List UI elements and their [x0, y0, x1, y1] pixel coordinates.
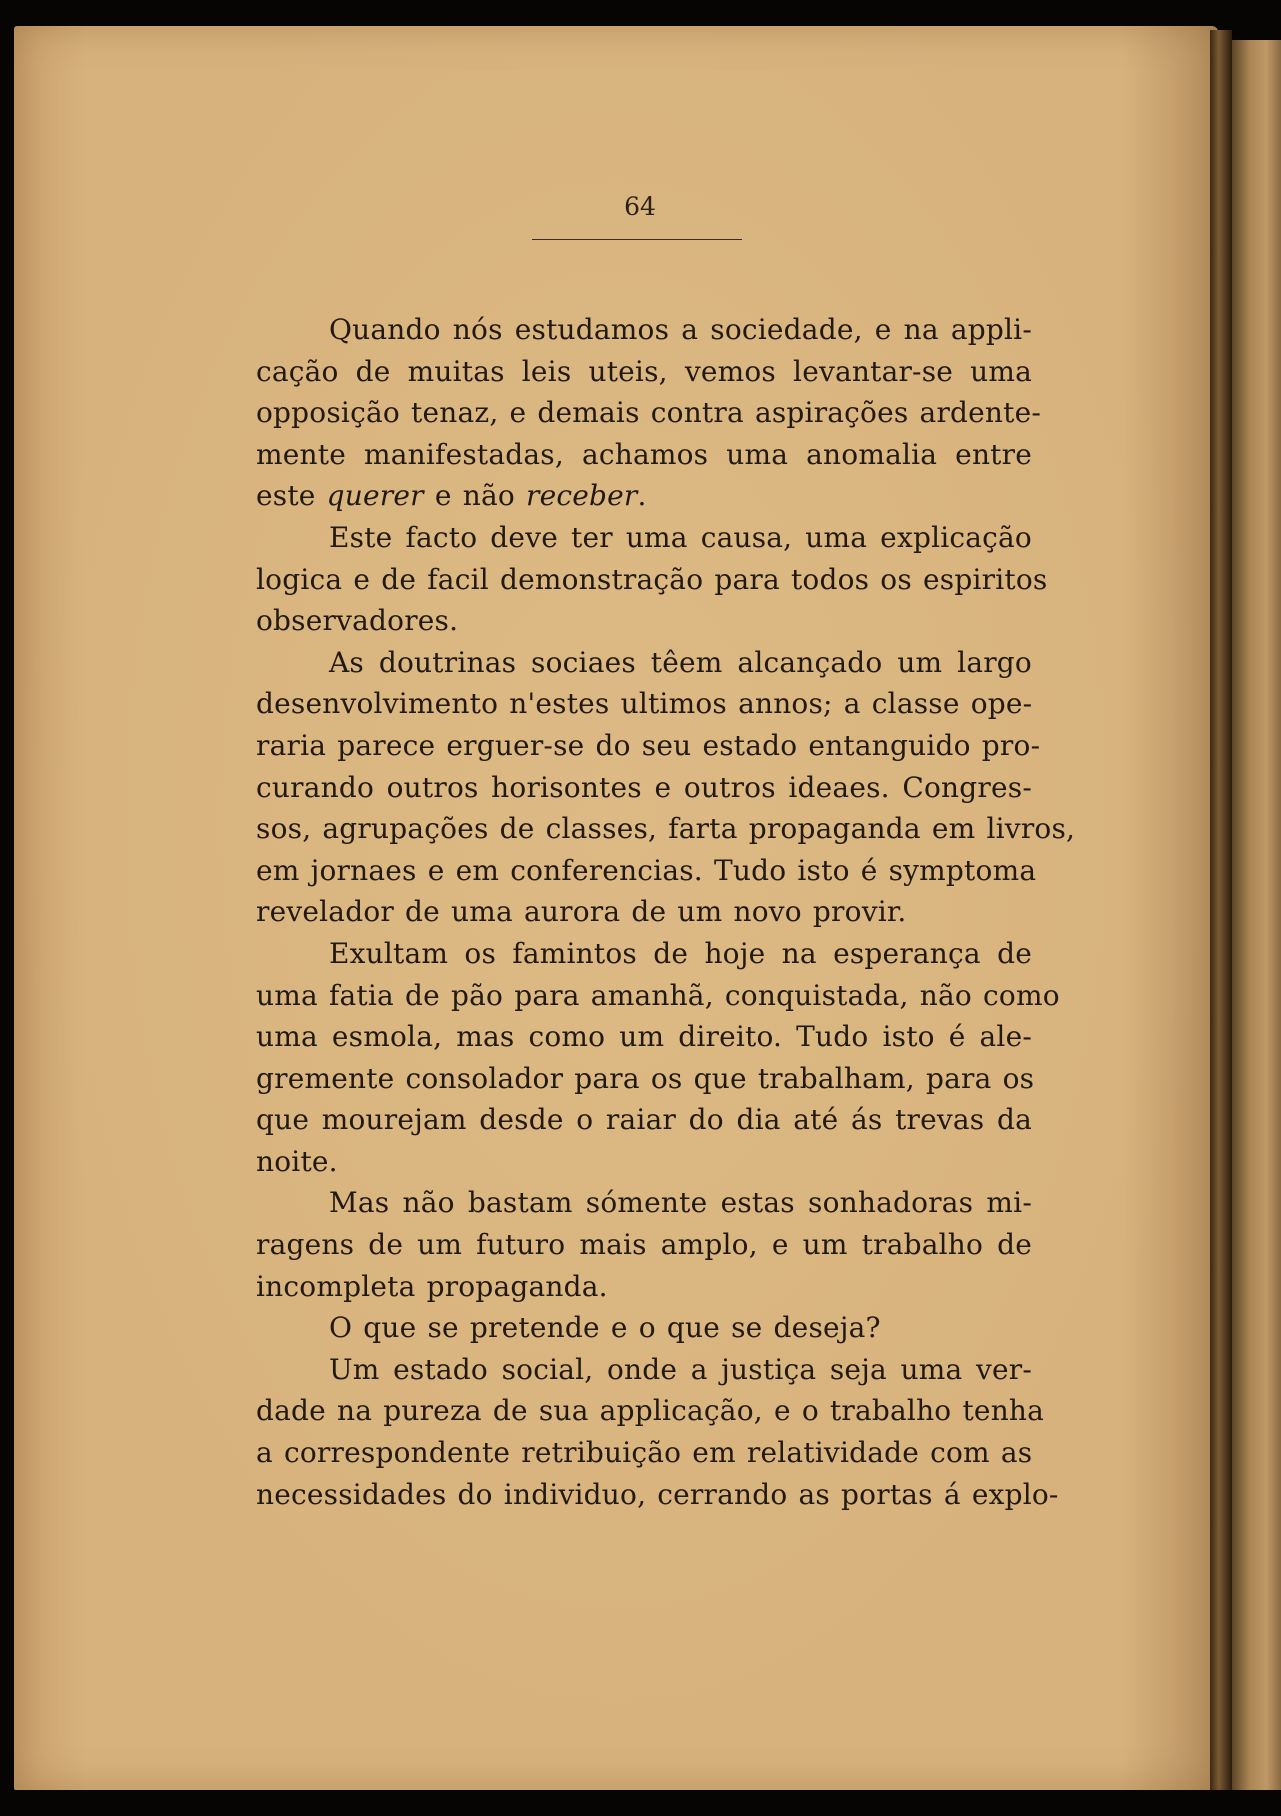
- book-spine: [1210, 30, 1232, 1790]
- text-line: curando outros horisontes e outros ideaes. Congres-: [256, 770, 1032, 804]
- paragraph: [256, 517, 1048, 642]
- text-line: opposição tenaz, e demais contra aspirações ardente-: [256, 396, 1042, 430]
- paragraph: [256, 309, 1042, 517]
- text-run: .: [637, 479, 647, 513]
- paragraph: [256, 642, 1076, 933]
- paragraph: [256, 933, 1060, 1183]
- text-line: observadores.: [256, 604, 459, 638]
- text-line: necessidades do individuo, cerrando as portas á explo-: [256, 1477, 1059, 1511]
- text-run: receber: [526, 479, 638, 513]
- text-line: gremente consolador para os que trabalham, para os: [256, 1061, 1035, 1095]
- text-line: cação de muitas leis uteis, vemos levantar-se uma: [256, 354, 1032, 388]
- text-line: dade na pureza de sua applicação, e o trabalho tenha: [256, 1394, 1045, 1428]
- text-line: revelador de uma aurora de um novo provir.: [256, 895, 907, 929]
- facing-page-edge: [1232, 40, 1281, 1790]
- text-run: e não: [423, 479, 527, 513]
- text-line: Mas não bastam sómente estas sonhadoras mi-: [329, 1186, 1032, 1220]
- text-line: logica e de facil demonstração para todos os espiritos: [256, 562, 1048, 596]
- text-line: desenvolvimento n'estes ultimos annos; a classe ope-: [256, 687, 1033, 721]
- page-number: 64: [624, 192, 656, 221]
- text-run: este: [256, 479, 327, 513]
- text-line: mente manifestadas, achamos uma anomalia entre: [256, 437, 1032, 471]
- text-line: em jornaes e em conferencias. Tudo isto é symptoma: [256, 853, 1037, 887]
- text-line: O que se pretende e o que se deseja?: [329, 1311, 881, 1345]
- paragraph: [256, 1182, 1032, 1307]
- text-line: noite.: [256, 1144, 338, 1178]
- paragraph: [256, 1349, 1059, 1515]
- text-line: ragens de um futuro mais amplo, e um trabalho de: [256, 1228, 1032, 1262]
- text-line: As doutrinas sociaes têem alcançado um largo: [329, 645, 1032, 679]
- text-line: Este facto deve ter uma causa, uma explicação: [329, 520, 1032, 554]
- text-line: raria parece erguer-se do seu estado entanguido pro-: [256, 728, 1041, 762]
- text-line: uma esmola, mas como um direito. Tudo isto é ale-: [256, 1020, 1032, 1054]
- text-line: Um estado social, onde a justiça seja uma ver-: [329, 1352, 1032, 1386]
- text-line: que mourejam desde o raiar do dia até ás trevas da: [256, 1103, 1032, 1137]
- text-line: [256, 475, 1032, 517]
- text-line: sos, agrupações de classes, farta propaganda em livros,: [256, 812, 1076, 846]
- body-text: [256, 309, 1076, 1515]
- text-line: Exultam os famintos de hoje na esperança de: [329, 936, 1032, 970]
- header-rule: [532, 239, 742, 240]
- text-line: Quando nós estudamos a sociedade, e na appli-: [329, 313, 1032, 346]
- text-line: incompleta propaganda.: [256, 1269, 608, 1303]
- paragraph: [256, 1307, 1032, 1349]
- text-run: querer: [326, 479, 424, 513]
- text-line: uma fatia de pão para amanhã, conquistada, não como: [256, 978, 1060, 1012]
- text-line: a correspondente retribuição em relatividade com as: [256, 1436, 1033, 1470]
